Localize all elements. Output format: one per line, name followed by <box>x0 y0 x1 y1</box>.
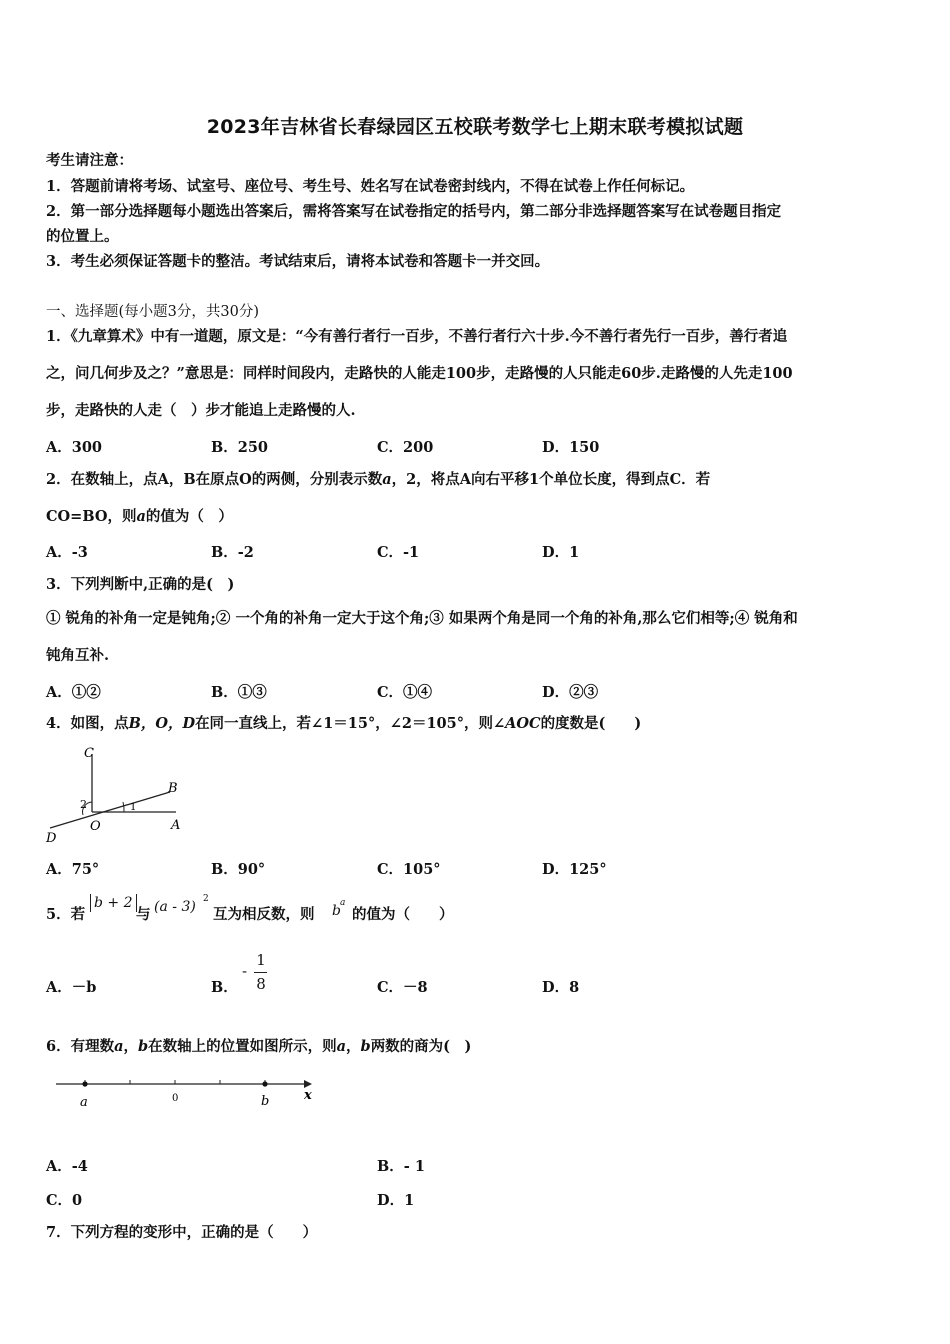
q3-stem: 3．下列判断中,正确的是( ) <box>46 576 235 593</box>
q1-option-d: D．150 <box>542 439 600 456</box>
q5-pow-exp: a <box>340 898 346 908</box>
label-a: A <box>171 818 181 833</box>
label-d: D <box>46 831 57 846</box>
q5-pow-base: b <box>332 903 341 919</box>
label-x: x <box>304 1088 312 1103</box>
label-angle-2: 2 <box>80 798 87 811</box>
q4-option-b: B．90° <box>211 861 266 878</box>
q3-option-c: C．①④ <box>377 684 433 701</box>
q1-line-2: 之，问几何步及之？”意思是：同样时间段内，走路快的人能走100步，走路慢的人只能走60步.走路慢的人先走100 <box>46 365 793 382</box>
q6-comma-2: ， <box>346 1038 361 1055</box>
q5-post: 的值为（ ） <box>352 906 454 923</box>
q4-stem-mid: 在同一直线上，若∠1＝15°，∠2＝105°，则∠ <box>195 715 506 732</box>
q4-figure <box>44 742 184 847</box>
notice-line-3: 的位置上。 <box>46 228 119 245</box>
q2-option-a: A．-3 <box>46 544 88 561</box>
section-heading: 一、选择题(每小题3分，共30分) <box>46 304 259 320</box>
q7-stem: 7．下列方程的变形中，正确的是（ ） <box>46 1224 318 1241</box>
q2-line-2-pre: CO=BO，则 <box>46 508 137 525</box>
q6-number-line <box>52 1072 327 1112</box>
q5-abs-expr: b + 2 <box>90 894 137 912</box>
q5-sq-exp: 2 <box>203 894 209 904</box>
q6-option-c: C．0 <box>46 1192 83 1209</box>
label-a: a <box>80 1095 88 1110</box>
q5-option-b-num: 1 <box>256 951 266 969</box>
label-zero: 0 <box>172 1093 179 1104</box>
q2-var-a-2: a <box>136 508 146 525</box>
q2-line-1-post: ，2，将点A向右平移1个单位长度，得到点C．若 <box>391 471 711 488</box>
q6-var-a-2: a <box>336 1038 347 1055</box>
q6-stem-pre: 6．有理数 <box>46 1038 115 1055</box>
label-angle-1: 1 <box>130 802 137 813</box>
notice-line-2: 2．第一部分选择题每小题选出答案后，需将答案写在试卷指定的括号内，第二部分非选择题答案写在试卷题目指定 <box>46 203 782 220</box>
q5-pre: 5．若 <box>46 906 86 923</box>
q4-stem-var2: AOC <box>505 715 541 732</box>
q6-option-a: A．-4 <box>46 1158 88 1175</box>
q2-option-d: D．1 <box>542 544 580 561</box>
q5-option-b-den: 8 <box>256 975 266 993</box>
q1-line-1: 1．《九章算术》中有一道题，原文是：“今有善行者行一百步，不善行者行六十步.今不善行者先行一百步，善行者追 <box>46 328 788 345</box>
q4-stem <box>46 715 641 733</box>
q4-option-d: D．125° <box>542 861 607 878</box>
q6-option-d: D．1 <box>377 1192 415 1209</box>
q3-option-a: A．①② <box>46 684 101 701</box>
q5-option-b-label: B． <box>211 979 238 996</box>
q5-mid-2: 互为相反数，则 <box>213 906 315 923</box>
point-a <box>82 1081 87 1086</box>
notice-line-1: 1．答题前请将考场、试室号、座位号、考生号、姓名写在试卷密封线内，不得在试卷上作任何标记。 <box>46 178 695 195</box>
label-o: O <box>90 819 101 834</box>
q4-option-c: C．105° <box>377 861 441 878</box>
label-b: b <box>261 1094 270 1109</box>
q2-line-1-pre: 2．在数轴上，点A，B在原点O的两侧，分别表示数 <box>46 471 383 488</box>
q2-line-1 <box>46 471 710 489</box>
q5-sq-expr: (a - 3) <box>154 899 196 915</box>
label-b: B <box>168 781 178 796</box>
q2-option-b: B．-2 <box>211 544 254 561</box>
angle-1-arc <box>123 802 124 812</box>
q5-option-a: A．－b <box>46 979 97 996</box>
q6-var-a: a <box>114 1038 124 1055</box>
q6-stem-post: 两数的商为( ) <box>370 1038 472 1055</box>
q6-stem-mid: 在数轴上的位置如图所示，则 <box>148 1038 337 1055</box>
notice-heading: 考生请注意： <box>46 152 133 169</box>
q3-line-1: ① 锐角的补角一定是钝角;② 一个角的补角一定大于这个角;③ 如果两个角是同一个角的补角,那么它们相等;④ 锐角和 <box>46 610 798 627</box>
q1-line-3: 步，走路快的人走（ ）步才能追上走路慢的人. <box>46 402 356 419</box>
q1-option-b: B．250 <box>211 439 269 456</box>
q6-stem <box>46 1038 471 1056</box>
q4-option-a: A．75° <box>46 861 100 878</box>
q2-line-2-post: 的值为（ ） <box>145 508 233 525</box>
axis-arrow <box>304 1080 312 1088</box>
q6-var-b-2: b <box>360 1038 371 1055</box>
q6-comma: ， <box>123 1038 138 1055</box>
q5-option-c: C．－8 <box>377 979 428 996</box>
q4-stem-pre: 4．如图，点 <box>46 715 129 732</box>
q5-option-d: D．8 <box>542 979 580 996</box>
q3-option-b: B．①③ <box>211 684 267 701</box>
notice-line-4: 3．考生必须保证答题卡的整洁。考试结束后，请将本试卷和答题卡一并交回。 <box>46 253 550 270</box>
exam-title: 2023年吉林省长春绿园区五校联考数学七上期末联考模拟试题 <box>206 116 744 138</box>
label-c: C <box>84 746 94 761</box>
q2-option-c: C．-1 <box>377 544 420 561</box>
q4-stem-post: 的度数是( ) <box>540 715 642 732</box>
line-bd <box>50 792 170 828</box>
q2-var-a: a <box>382 471 392 488</box>
q1-option-c: C．200 <box>377 439 434 456</box>
q4-stem-vars: B，O，D <box>128 715 196 732</box>
q3-line-2: 钝角互补. <box>46 647 110 664</box>
q2-line-2 <box>46 508 233 526</box>
q5-option-b-sign: - <box>242 962 248 980</box>
q3-option-d: D．②③ <box>542 684 599 701</box>
q1-option-a: A．300 <box>46 439 103 456</box>
q5-mid-1: 与 <box>136 906 151 923</box>
q6-option-b: B．- 1 <box>377 1158 425 1175</box>
point-b <box>262 1081 267 1086</box>
q6-var-b: b <box>138 1038 149 1055</box>
q5-fraction-bar <box>254 972 267 973</box>
